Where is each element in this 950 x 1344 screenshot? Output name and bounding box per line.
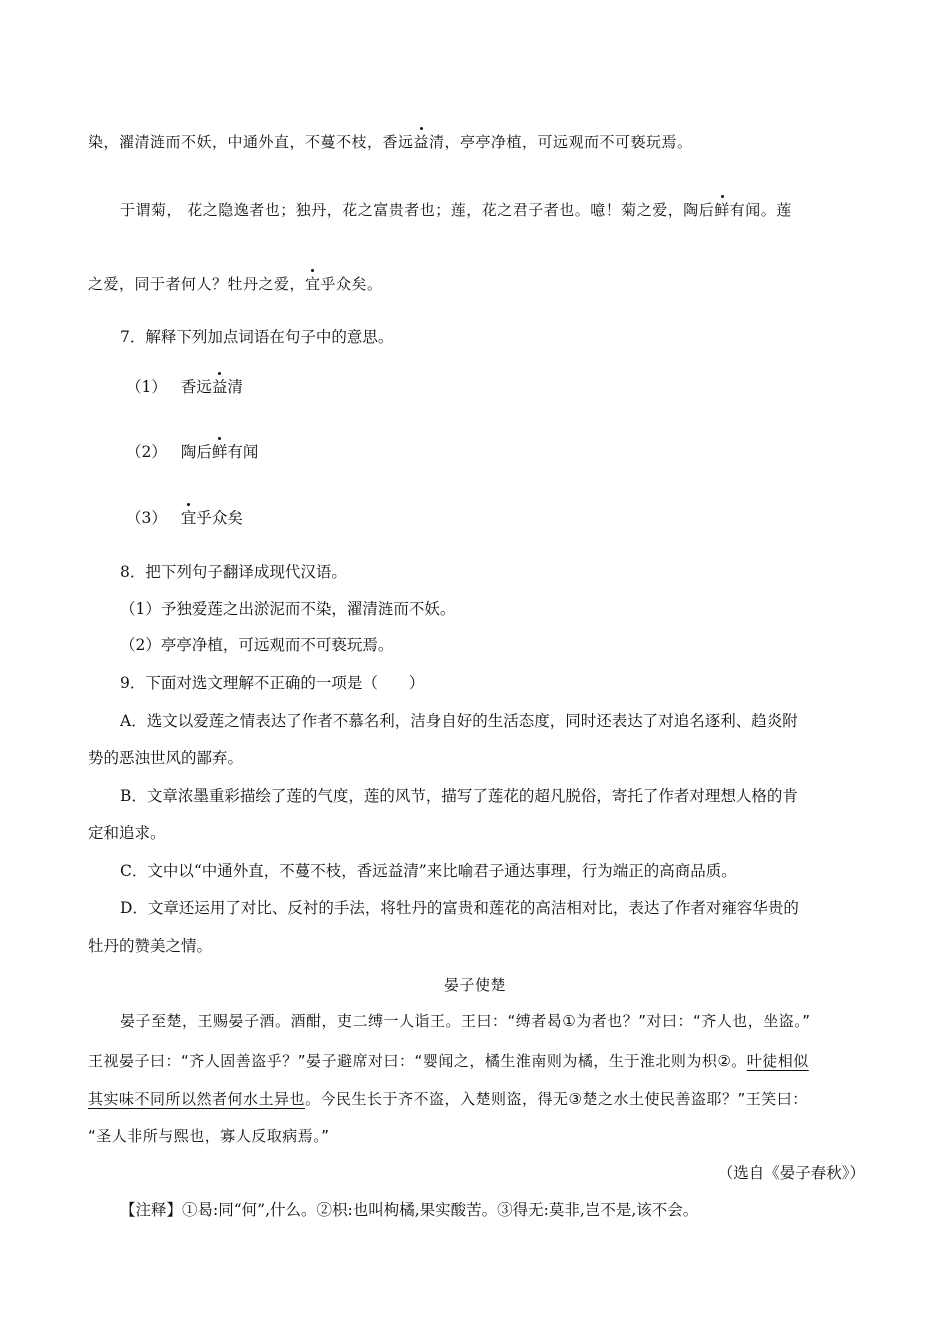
passage-line-2 — [120, 199, 792, 221]
yanzi-line-3-text: 。今民生长于齐不盗，入楚则盗，得无③楚之水土使民善盗耶？”王笑曰： — [305, 1090, 808, 1108]
q8-stem: 8．把下列句子翻译成现代汉语。 — [120, 563, 347, 581]
q9-stem: 9．下面对选文理解不正确的一项是（ ） — [120, 674, 425, 692]
passage-line-3-b: 乎众矣。 — [320, 275, 383, 293]
section-title: 晏子使楚 — [443, 976, 506, 994]
q9-option-b-line-1: B．文章浓墨重彩描绘了莲的气度，莲的风节，描写了莲花的超凡脱俗，寄托了作者对理想人格的肯 — [120, 787, 798, 805]
annotation — [120, 1199, 698, 1221]
annotation-label: 【注释】 — [120, 1201, 183, 1219]
q7-item-num: （1） — [126, 378, 167, 396]
passage-line-1 — [88, 131, 693, 153]
source-citation: （选自《晏子春秋》） — [717, 1164, 865, 1182]
dotted-char: 宜 — [305, 275, 321, 293]
q9-option-a-line-2: 势的恶浊世风的鄙弃。 — [88, 749, 244, 767]
passage-line-1-b: 清，亭亭净植，可远观而不可亵玩焉。 — [429, 133, 693, 151]
dotted-char: 鲜 — [211, 443, 228, 461]
passage-line-2-a: 于谓菊， 花之隐逸者也；独丹，花之富贵者也；莲，花之君子者也。噫！菊之爱，陶后 — [120, 201, 715, 219]
annotation-text: ①曷:同“何”,什么。②枳:也叫枸橘,果实酸苦。③得无:莫非,岂不是,该不会。 — [182, 1201, 699, 1219]
q8-item-2: （2）亭亭净植，可远观而不可亵玩焉。 — [120, 636, 394, 654]
q7-item-text: 宜乎众矣 — [180, 509, 243, 527]
q8-item-1: （1）予独爱莲之出淤泥而不染，濯清涟而不妖。 — [120, 600, 456, 618]
q7-item-num: （2） — [126, 443, 167, 461]
underlined-sentence: 叶徒相似 — [746, 1052, 809, 1070]
q9-option-b-line-2: 定和追求。 — [88, 824, 166, 842]
dotted-char: 鲜 — [714, 201, 730, 219]
q7-item-3 — [126, 507, 243, 529]
passage-line-2-b: 有闻。莲 — [729, 201, 792, 219]
yanzi-line-2-text: 王视晏子曰：“齐人固善盗乎？”晏子避席对曰：“婴闻之，橘生淮南则为橘，生于淮北则为枳②。 — [88, 1052, 747, 1070]
q7-item-1 — [126, 376, 243, 398]
q7-item-text: 陶后鲜有闻 — [180, 443, 259, 461]
yanzi-line-1: 晏子至楚，王赐晏子酒。酒酣，吏二缚一人诣王。王曰：“缚者曷①为者也？”对曰：“齐人也，坐盗。” — [120, 1012, 811, 1030]
passage-line-3 — [88, 273, 383, 295]
passage-line-1-a: 染，濯清涟而不妖，中通外直，不蔓不枝，香远 — [88, 133, 414, 151]
yanzi-line-4: “圣人非所与熙也，寡人反取病焉。” — [88, 1127, 330, 1145]
q7-stem: 7．解释下列加点词语在句子中的意思。 — [120, 328, 394, 346]
passage-line-3-a: 之爱，同于者何人？牡丹之爱， — [88, 275, 306, 293]
q9-option-d-line-2: 牡丹的赞美之情。 — [88, 937, 213, 955]
dotted-char: 益 — [413, 133, 430, 151]
dotted-char: 益 — [211, 378, 228, 396]
q7-item-text: 香远益清 — [180, 378, 243, 396]
yanzi-line-3 — [88, 1088, 808, 1110]
q7-item-2 — [126, 441, 258, 463]
q7-item-num: （3） — [126, 509, 167, 527]
q9-option-a-line-1: A．选文以爱莲之情表达了作者不慕名利，洁身自好的生活态度，同时还表达了对追名逐利、趋炎附 — [120, 712, 798, 730]
dotted-char: 宜 — [180, 509, 197, 527]
q9-option-c: C．文中以“中通外直，不蔓不枝，香远益清”来比喻君子通达事理，行为端正的高商品质。 — [120, 862, 737, 880]
underlined-sentence: 其实味不同所以然者何水土异也 — [88, 1090, 306, 1108]
q9-option-d-line-1: D．文章还运用了对比、反衬的手法，将牡丹的富贵和莲花的高洁相对比，表达了作者对雍容华贵的 — [120, 899, 799, 917]
yanzi-line-2 — [88, 1050, 809, 1072]
